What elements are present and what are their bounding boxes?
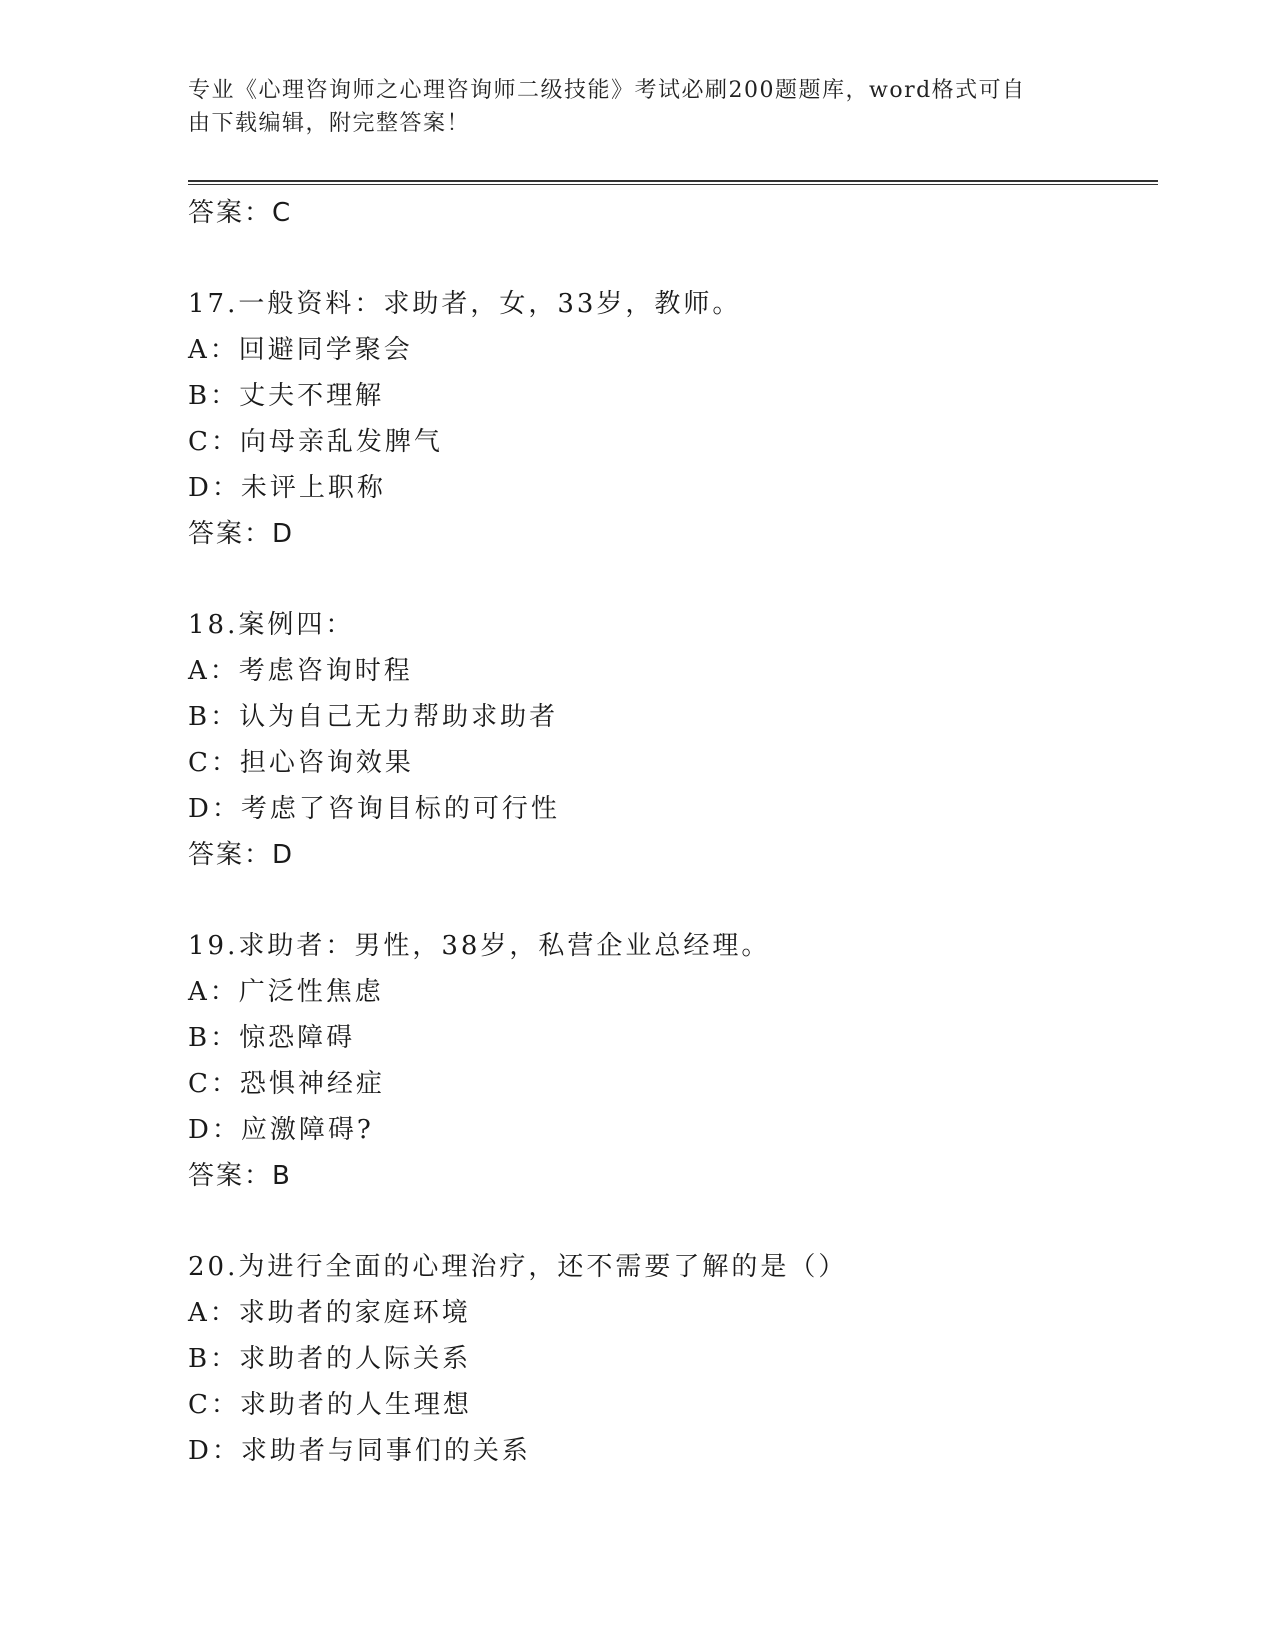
- option-a: A：广泛性焦虑: [188, 977, 384, 1007]
- option-b: B：惊恐障碍: [188, 1023, 356, 1053]
- question-stem: 19.求助者：男性，38岁，私营企业总经理。: [188, 931, 771, 961]
- option-a: A：求助者的家庭环境: [188, 1298, 471, 1328]
- option-d: D：求助者与同事们的关系: [188, 1436, 531, 1466]
- option-b: B：求助者的人际关系: [188, 1344, 472, 1374]
- question-18: [188, 602, 1158, 878]
- option-d: D：未评上职称: [188, 473, 386, 503]
- option-d: D：应激障碍?: [188, 1115, 374, 1145]
- answer-line: 答案：C: [188, 198, 293, 228]
- answer-line: 答案：D: [188, 840, 295, 870]
- header-line-1: 专业《心理咨询师之心理咨询师二级技能》考试必刷200题题库，word格式可自: [188, 78, 1026, 103]
- option-c: C：恐惧神经症: [188, 1069, 385, 1099]
- option-b: B：认为自己无力帮助求助者: [188, 702, 559, 732]
- document-header: [188, 74, 1088, 140]
- question-stem: 18.案例四：: [188, 610, 355, 640]
- question-19: [188, 923, 1158, 1199]
- option-a: A：回避同学聚会: [188, 335, 413, 365]
- option-a: A：考虑咨询时程: [188, 656, 413, 686]
- answer-line: 答案：B: [188, 1161, 292, 1191]
- header-divider-thin: [188, 184, 1158, 185]
- question-stem: 17.一般资料：求助者，女，33岁，教师。: [188, 289, 742, 319]
- option-d: D：考虑了咨询目标的可行性: [188, 794, 560, 824]
- header-line-2: 由下载编辑，附完整答案！: [188, 111, 471, 136]
- question-17: [188, 281, 1158, 557]
- header-divider-thick: [188, 180, 1158, 182]
- question-list: [188, 190, 1158, 1474]
- question-20: [188, 1244, 1158, 1474]
- answer-line: 答案：D: [188, 519, 295, 549]
- option-c: C：求助者的人生理想: [188, 1390, 472, 1420]
- option-c: C：担心咨询效果: [188, 748, 414, 778]
- question-stem: 20.为进行全面的心理治疗，还不需要了解的是（）: [188, 1252, 848, 1282]
- option-c: C：向母亲乱发脾气: [188, 427, 443, 457]
- option-b: B：丈夫不理解: [188, 381, 385, 411]
